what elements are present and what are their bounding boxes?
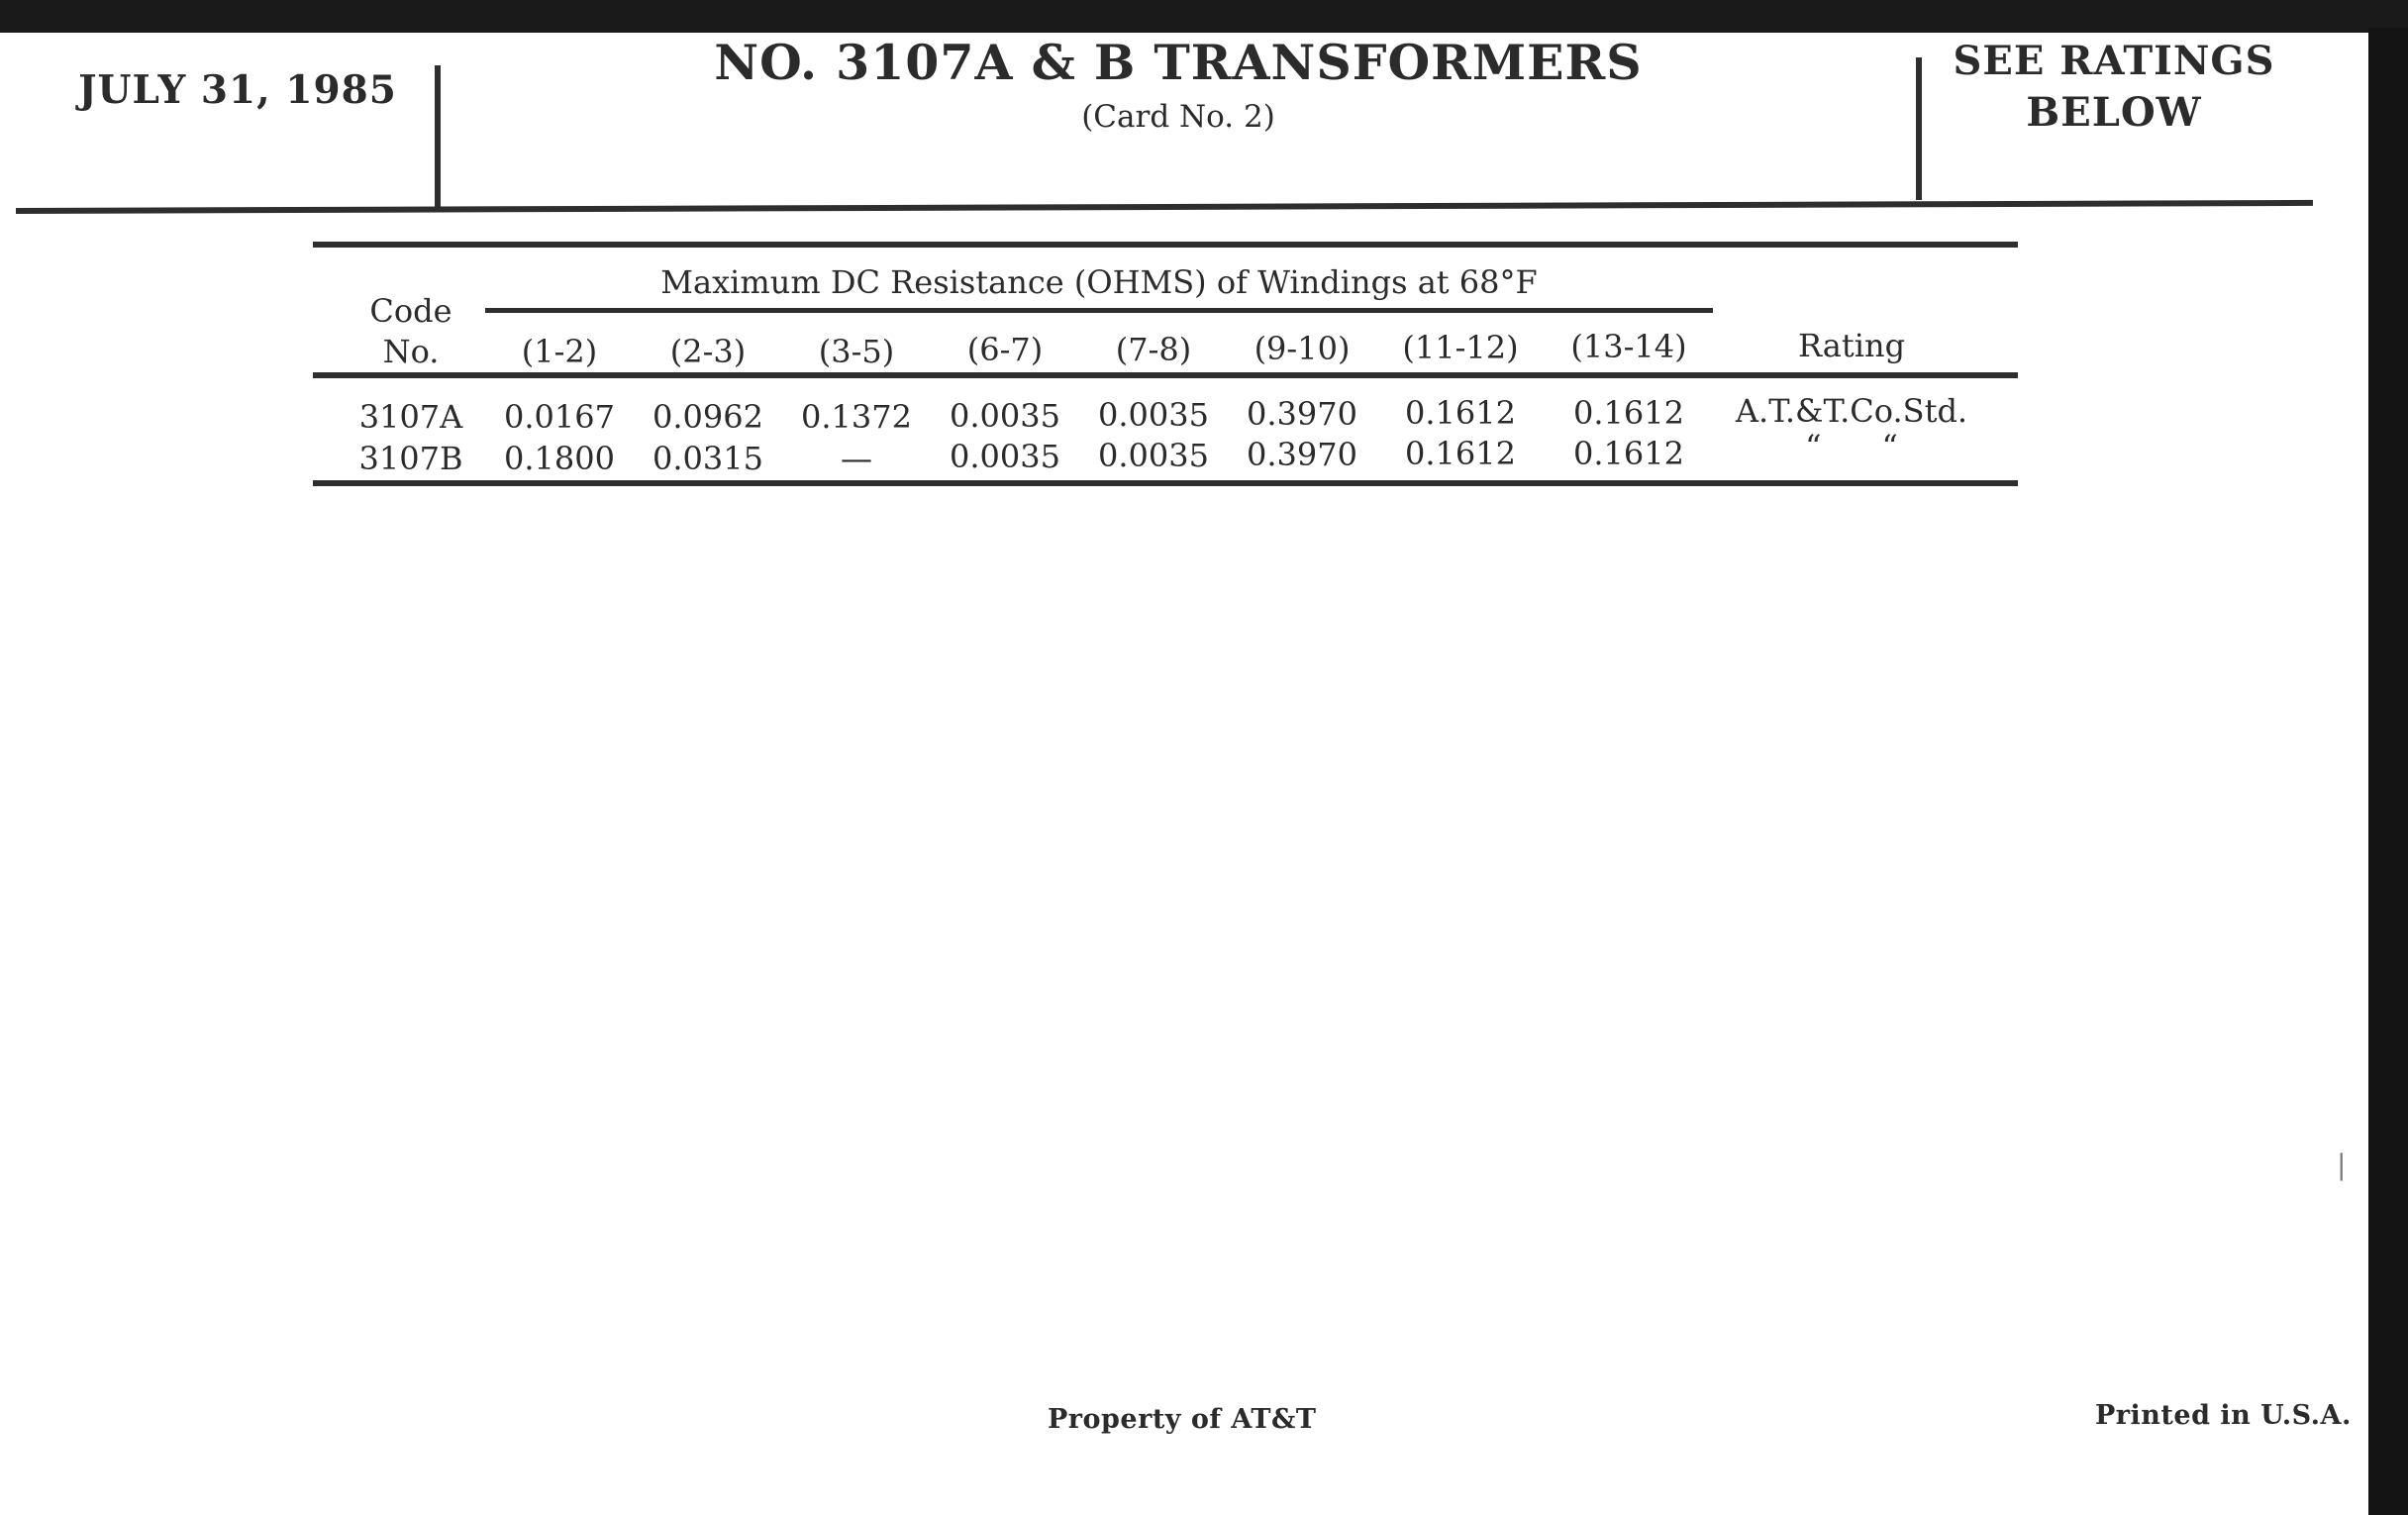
resistance-group-header: Maximum DC Resistance (OHMS) of Windings at 68°F [660, 263, 1538, 301]
table-top-rule [313, 242, 2018, 248]
column-header-7-8: (7-8) [1115, 331, 1192, 368]
card-date: JULY 31, 1985 [78, 67, 397, 113]
header-divider-right [1916, 57, 1922, 200]
column-header-3-5: (3-5) [818, 333, 895, 370]
table-cell: 0.1612 [1405, 435, 1516, 472]
row-code: 3107A [358, 398, 463, 436]
row-code: 3107B [358, 440, 463, 477]
column-header-2-3: (2-3) [669, 333, 747, 370]
table-cell: 0.1800 [504, 440, 615, 477]
column-header-1-2: (1-2) [521, 333, 598, 370]
code-header-line-1: Code [369, 292, 452, 330]
table-cell: — [841, 440, 872, 477]
table-cell: 0.1612 [1573, 394, 1684, 432]
code-header-line-2: No. [382, 333, 440, 370]
column-header-13-14: (13-14) [1570, 328, 1687, 365]
record-card [0, 33, 2368, 1515]
table-bottom-rule [313, 480, 2018, 486]
see-ratings-note [1926, 36, 2302, 139]
row-rating: A.T.&T.Co.Std. [1735, 392, 1968, 430]
footer-printed: Printed in U.S.A. [2095, 1400, 2352, 1431]
card-edge-shadow [2368, 28, 2408, 1515]
column-header-9-10: (9-10) [1254, 330, 1351, 367]
table-cell: 0.0035 [950, 438, 1060, 475]
see-ratings-line-1: SEE RATINGS [1953, 38, 2275, 84]
table-cell: 0.3970 [1247, 436, 1357, 473]
table-cell: 0.0167 [504, 398, 615, 436]
card-subtitle: (Card No. 2) [1081, 99, 1275, 135]
table-cell: 0.1612 [1573, 435, 1684, 472]
row-rating: “ “ [1805, 428, 1898, 465]
table-cell: 0.1372 [801, 398, 912, 436]
footer-property: Property of AT&T [1048, 1404, 1317, 1435]
group-header-underline [485, 308, 1713, 313]
table-header-rule [313, 372, 2018, 378]
table-cell: 0.1612 [1405, 394, 1516, 432]
rating-header: Rating [1797, 327, 1906, 364]
column-header-6-7: (6-7) [966, 331, 1044, 368]
see-ratings-line-2: BELOW [2026, 89, 2202, 136]
card-title: NO. 3107A & B TRANSFORMERS [714, 34, 1643, 91]
table-cell: 0.0315 [652, 440, 763, 477]
table-cell: 0.0035 [1098, 396, 1209, 434]
table-cell: 0.3970 [1247, 395, 1357, 433]
table-cell: 0.0962 [652, 398, 763, 436]
column-header-11-12: (11-12) [1402, 329, 1519, 366]
table-cell: 0.0035 [1098, 437, 1209, 474]
table-cell: 0.0035 [950, 397, 1060, 435]
edge-mark: | [2337, 1149, 2347, 1181]
